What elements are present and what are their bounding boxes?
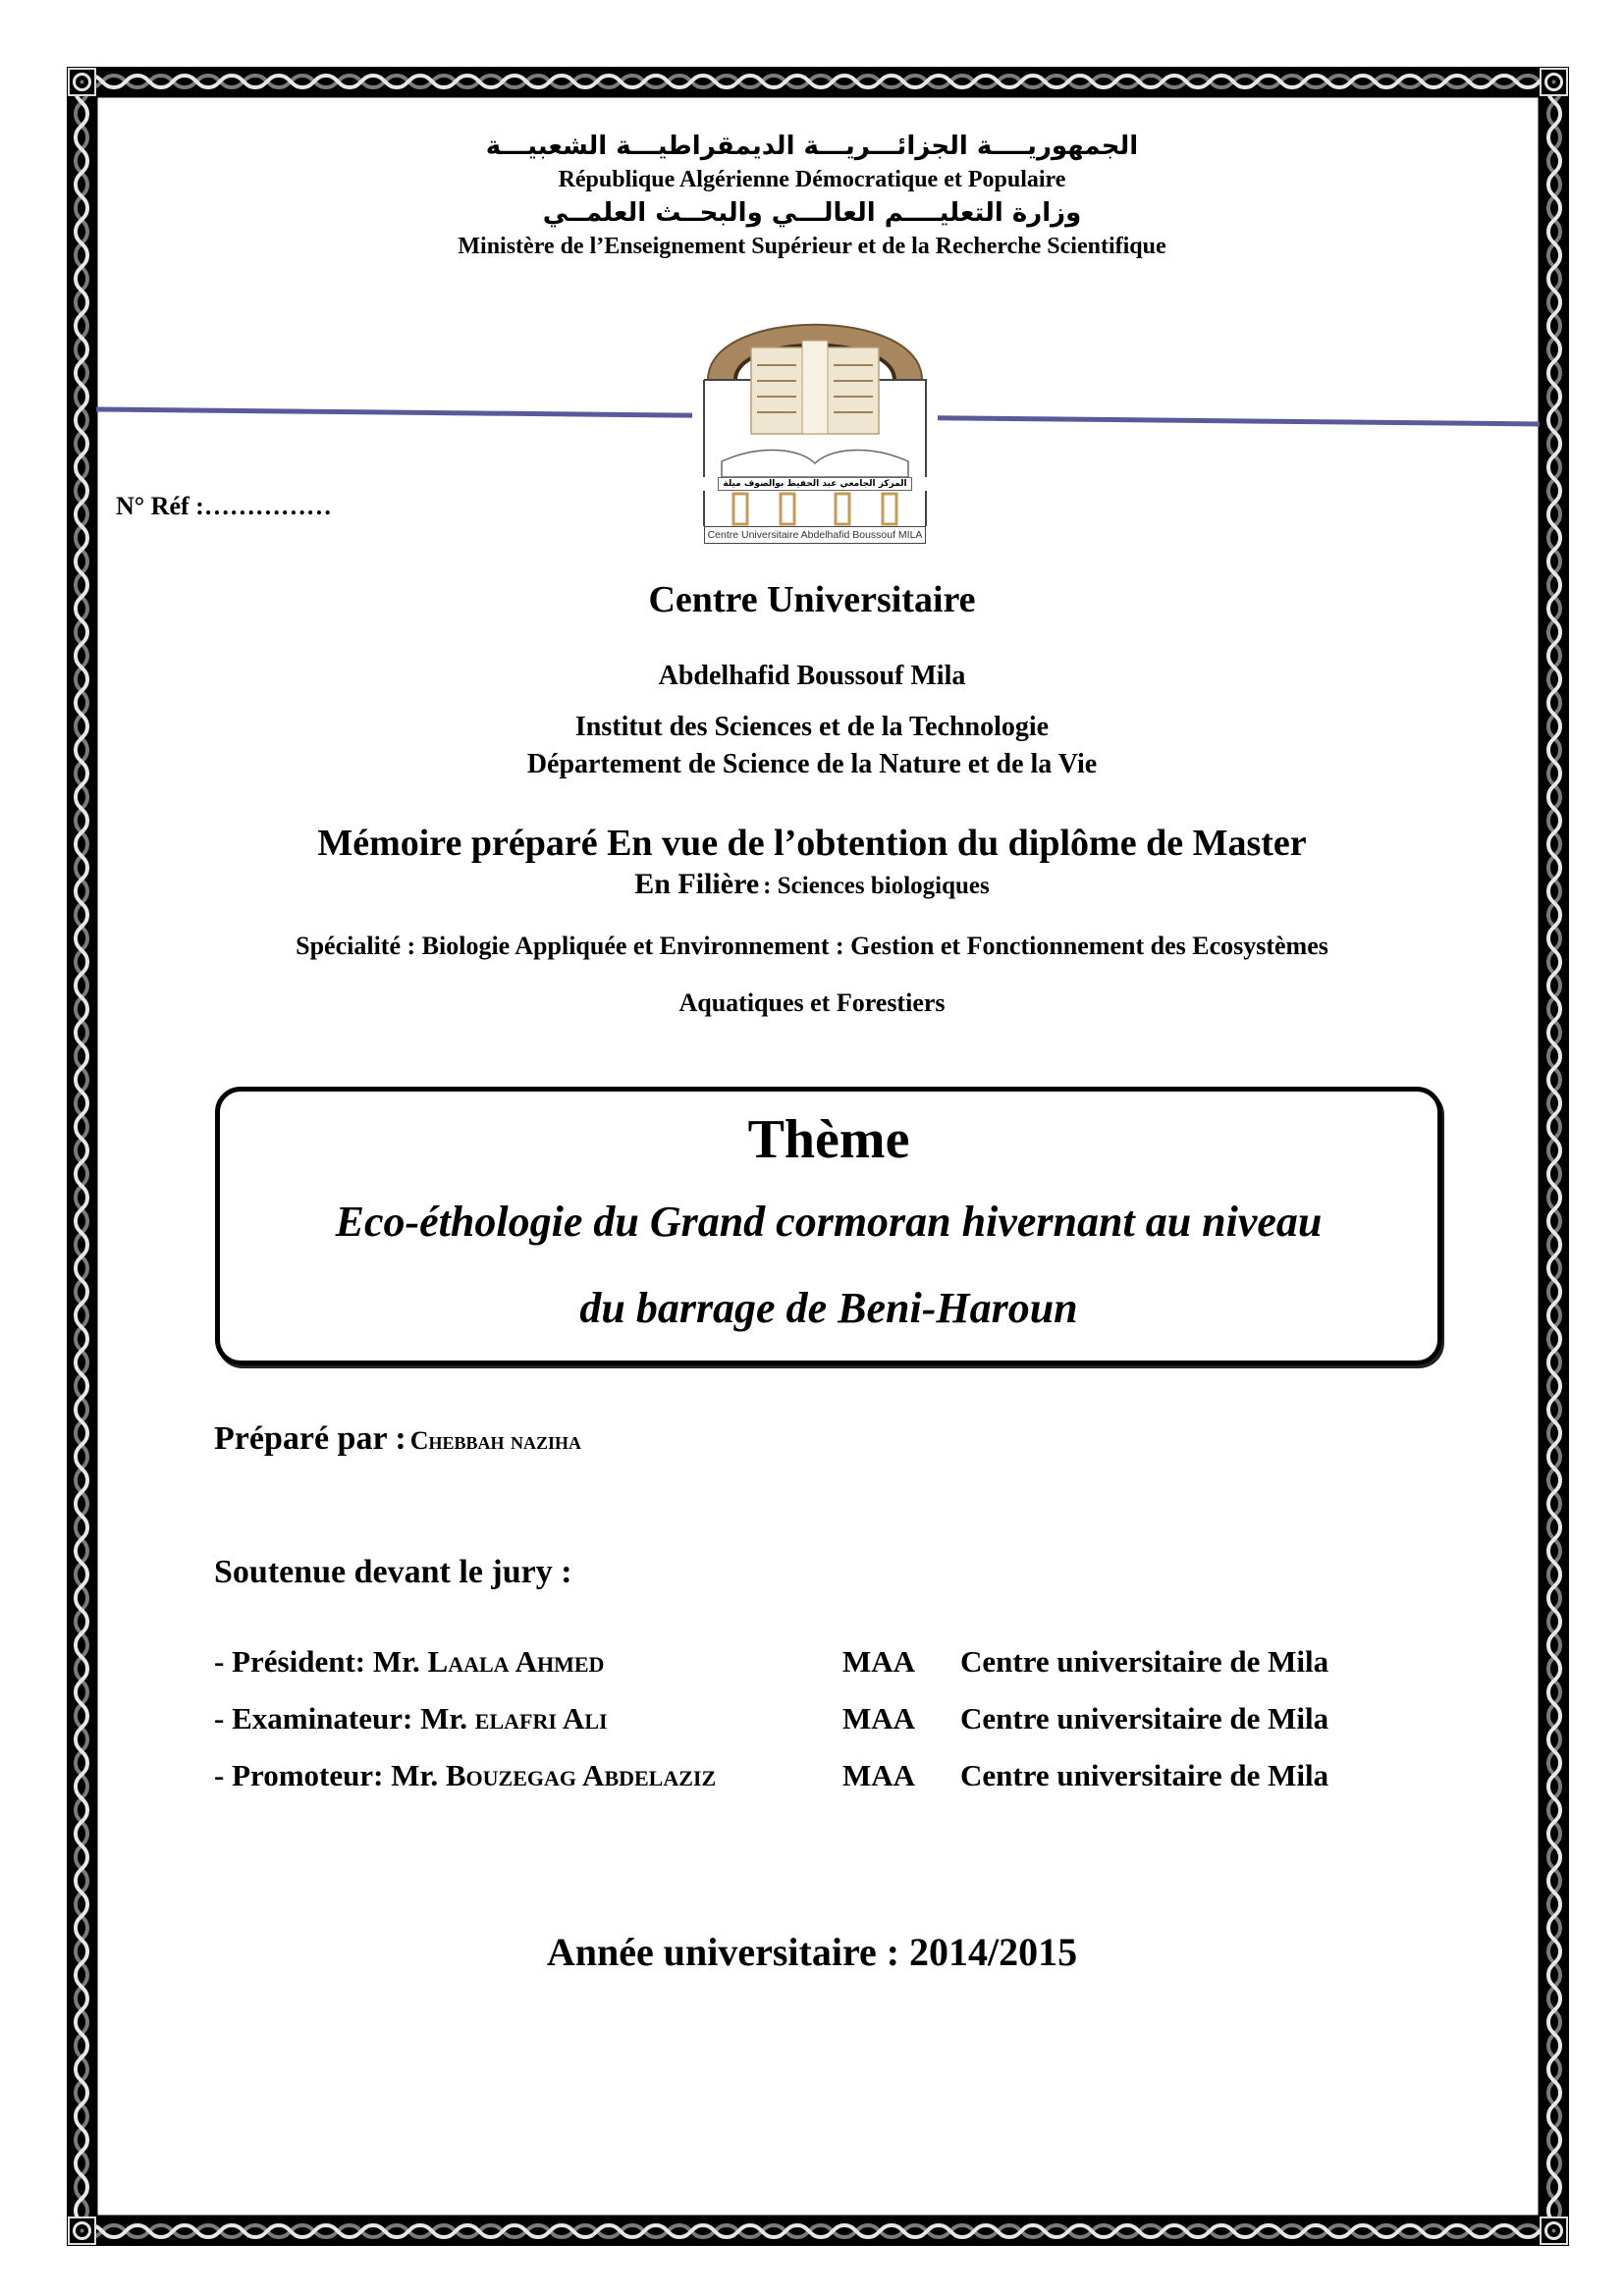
logo-caption: Centre Universitaire Abdelhafid Boussouf MILA — [704, 526, 926, 544]
institute-name: Institut des Sciences et de la Technologie — [574, 712, 1050, 742]
institution-name-line1: Centre Universitaire — [648, 579, 976, 620]
logo-zone — [116, 287, 1508, 544]
institution-name-line2: Abdelhafid Boussouf Mila — [658, 661, 966, 691]
reference-number — [116, 491, 332, 522]
degree-title: Mémoire préparé En vue de l’obtention du diplôme de Master — [317, 823, 1307, 864]
author-name: Chebbah naziha — [409, 1426, 582, 1455]
prepared-by — [214, 1418, 1508, 1466]
jury-institution: Centre universitaire de Mila — [960, 1644, 1329, 1679]
jury-name: Laala Ahmed — [427, 1644, 605, 1679]
specialite-line2: Aquatiques et Forestiers — [678, 988, 946, 1017]
prepared-by-label: Préparé par : — [214, 1420, 406, 1457]
jury-role: - Président: Mr. — [214, 1644, 420, 1679]
jury-grade: MAA — [842, 1701, 916, 1735]
theme-box — [215, 1087, 1442, 1365]
theme-heading: Thème — [747, 1109, 910, 1170]
filiere-line — [116, 866, 1508, 908]
jury-member-row — [214, 1699, 1328, 1756]
theme-title-line1: Eco-éthologie du Grand cormoran hivernant au niveau — [335, 1198, 1323, 1246]
logo-columns-icon — [692, 491, 938, 526]
reference-placeholder: …………… — [203, 492, 332, 520]
jury-heading: Soutenue devant le jury : — [214, 1554, 572, 1590]
jury-member-row — [214, 1642, 1328, 1699]
republic-arabic: الجمهوريــــة الجزائـــريـــة الديمقراطيـــة الشعبيـــة — [485, 132, 1139, 161]
jury-institution: Centre universitaire de Mila — [960, 1758, 1329, 1792]
university-logo — [692, 287, 938, 544]
jury-role: - Promoteur: Mr. — [214, 1758, 439, 1792]
university-logo-icon — [692, 287, 938, 477]
jury-name: elafri Ali — [474, 1701, 608, 1735]
department-name: Département de Science de la Nature et de la Vie — [526, 749, 1098, 779]
jury-member-row — [214, 1756, 1328, 1813]
reference-label: N° Réf : — [116, 492, 204, 520]
jury-institution: Centre universitaire de Mila — [960, 1701, 1329, 1735]
jury-role: - Examinateur: Mr. — [214, 1701, 468, 1735]
jury-grade: MAA — [842, 1758, 916, 1792]
filiere-label: En Filière — [634, 868, 760, 900]
filiere-value: : Sciences biologiques — [763, 873, 990, 899]
specialite-line1: Spécialité : Biologie Appliquée et Environnement : Gestion et Fonctionnement des Ecosystèmes — [296, 932, 1328, 960]
cover-page — [116, 128, 1508, 1976]
republic-french: République Algérienne Démocratique et Populaire — [558, 167, 1066, 192]
jury-grade: MAA — [842, 1644, 916, 1679]
ministry-french: Ministère de l’Enseignement Supérieur et de la Recherche Scientifique — [458, 234, 1166, 259]
jury-name: Bouzegag Abdelaziz — [445, 1758, 717, 1792]
jury-table — [214, 1642, 1328, 1813]
theme-title-line2: du barrage de Beni-Haroun — [579, 1284, 1078, 1332]
academic-year: Année universitaire : 2014/2015 — [546, 1930, 1078, 1974]
logo-arabic-caption: المركز الجامعي عبد الحفيظ بوالصوف ميلة — [718, 477, 912, 491]
ministry-arabic: وزارة التعليــــم العالـــي والبحــث العلمــي — [542, 198, 1082, 228]
